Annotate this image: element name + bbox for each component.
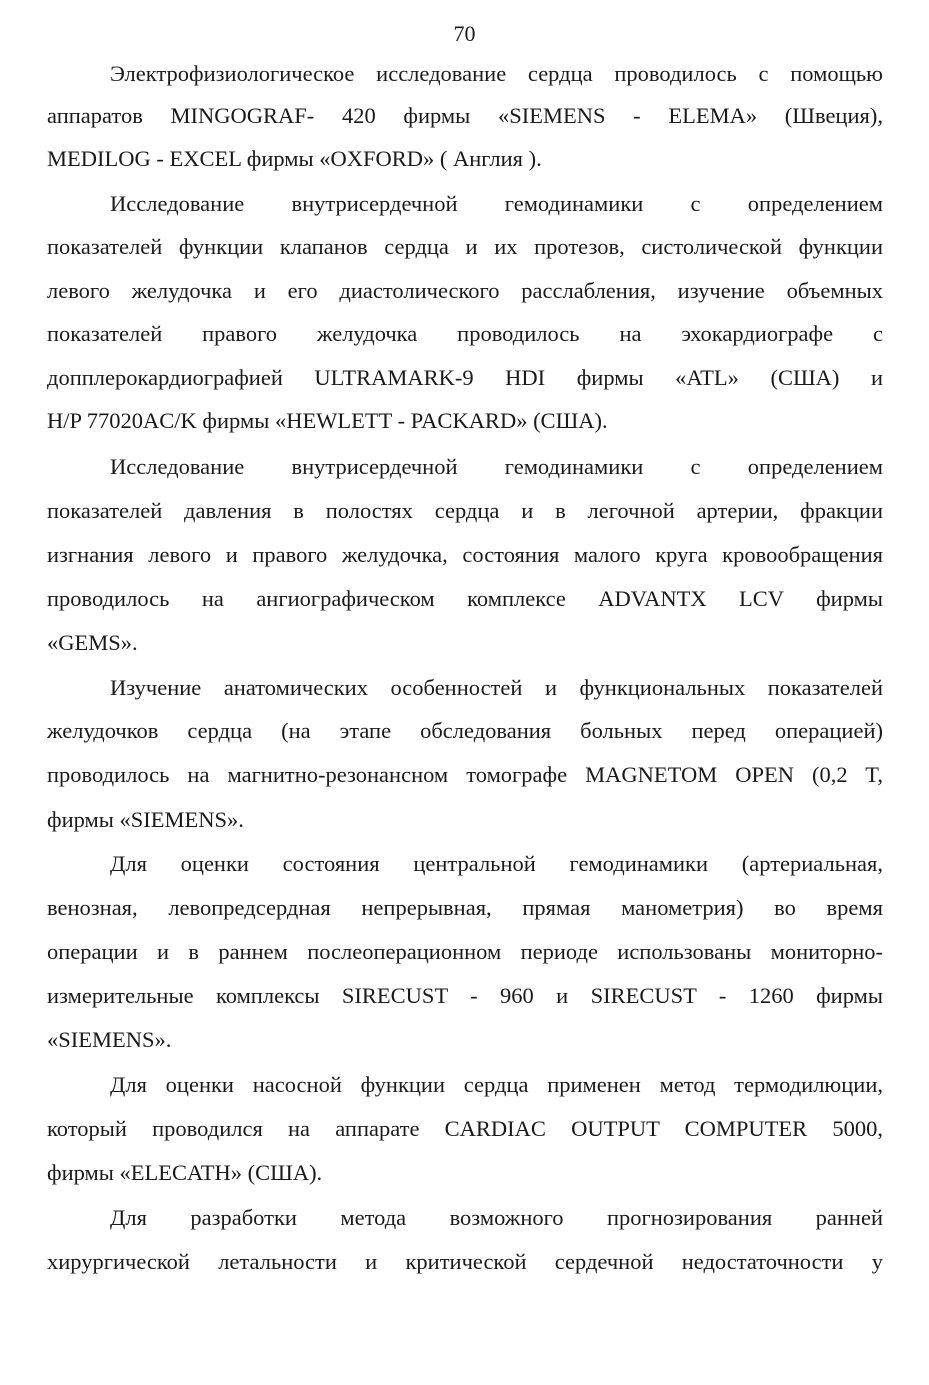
paragraph-5-line-4: измерительные комплексы SIRECUST - 960 и SIRECUST - 1260 фирмы: [47, 983, 883, 1008]
paragraph-1-line-2: аппаратов MINGOGRAF- 420 фирмы «SIEMENS - ELEMA» (Швеция),: [47, 103, 883, 128]
paragraph-2-line-3: левого желудочка и его диастолического расслабления, изучение объемных: [47, 278, 883, 303]
paragraph-4-line-1: Изучение анатомических особенностей и функциональных показателей: [110, 675, 883, 700]
paragraph-1-line-3: MEDILOG - EXCEL фирмы «OXFORD» ( Англия ).: [47, 146, 542, 171]
paragraph-7-line-2: хирургической летальности и критической сердечной недостаточности у: [47, 1249, 883, 1274]
paragraph-2-line-4: показателей правого желудочка проводилось на эхокардиографе с: [47, 321, 883, 346]
paragraph-3-line-5: «GEMS».: [47, 630, 138, 655]
paragraph-4-line-2: желудочков сердца (на этапе обследования больных перед операцией): [47, 718, 883, 743]
paragraph-5-line-1: Для оценки состояния центральной гемодинамики (артериальная,: [110, 851, 883, 876]
paragraph-3-line-1: Исследование внутрисердечной гемодинамики с определением: [110, 454, 883, 479]
paragraph-3-line-2: показателей давления в полостях сердца и в легочной артерии, фракции: [47, 498, 883, 523]
paragraph-7-line-1: Для разработки метода возможного прогнозирования ранней: [110, 1205, 883, 1230]
paragraph-2-line-2: показателей функции клапанов сердца и их протезов, систолической функции: [47, 234, 883, 259]
paragraph-3-line-3: изгнания левого и правого желудочка, состояния малого круга кровообращения: [47, 542, 883, 567]
paragraph-6-line-3: фирмы «ELECATH» (США).: [47, 1160, 323, 1185]
paragraph-5-line-5: «SIEMENS».: [47, 1027, 172, 1052]
paragraph-3-line-4: проводилось на ангиографическом комплексе ADVANTX LCV фирмы: [47, 586, 883, 611]
page-number: 70: [453, 21, 476, 46]
paragraph-2-line-1: Исследование внутрисердечной гемодинамики с определением: [110, 191, 883, 216]
paragraph-4-line-3: проводилось на магнитно-резонансном томографе MAGNETOM OPEN (0,2 T,: [47, 762, 883, 787]
paragraph-6-line-2: который проводился на аппарате CARDIAC OUTPUT COMPUTER 5000,: [47, 1116, 883, 1141]
paragraph-6-line-1: Для оценки насосной функции сердца применен метод термодилюции,: [110, 1072, 883, 1097]
paragraph-2-line-5: допплерокардиографией ULTRAMARK-9 HDI фирмы «ATL» (США) и: [47, 365, 883, 390]
paragraph-5-line-3: операции и в раннем послеоперационном периоде использованы мониторно-: [47, 939, 883, 964]
paragraph-2-line-6: H/P 77020AC/K фирмы «HEWLETT - PACKARD» (США).: [47, 408, 608, 433]
paragraph-4-line-4: фирмы «SIEMENS».: [47, 807, 244, 832]
paragraph-5-line-2: венозная, левопредсердная непрерывная, прямая манометрия) во время: [47, 895, 883, 920]
paragraph-1-line-1: Электрофизиологическое исследование сердца проводилось с помощью: [110, 61, 883, 86]
